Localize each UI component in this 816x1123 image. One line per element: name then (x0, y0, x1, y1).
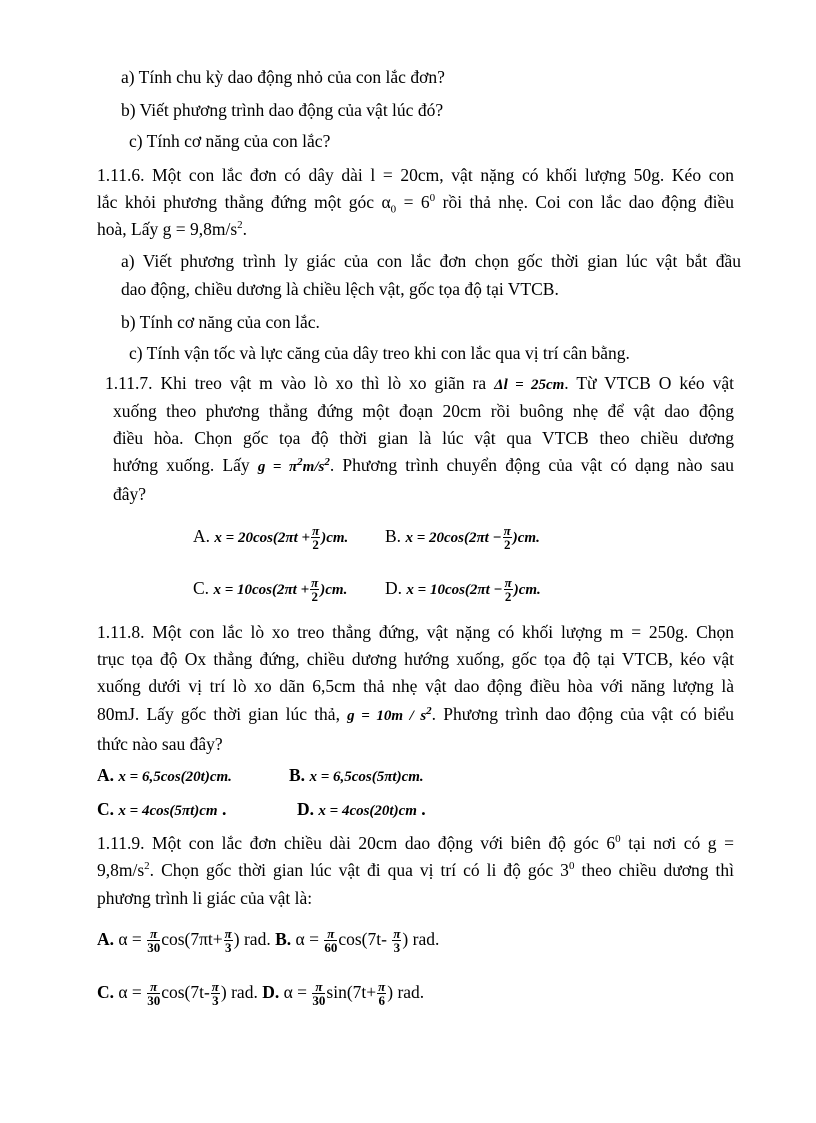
fraction-pi-over-2: $\frac{\pi}{2}$ (311, 574, 319, 604)
question-1-11-5-part-b: b) Viết phương trình dao động của vật lúc đó? (121, 100, 444, 120)
question-1-11-9-line-1: 1.11.9. Một con lắc đơn chiều dài 20cm dao động với biên độ góc $6^0$ tại nơi có g = (97, 833, 734, 853)
question-1-11-9-options-cd: C. α = $\frac{\pi}{30}$ cos(7t- $\frac{\pi}{3}$ ) rad. D. α = $\frac{\pi}{30}$ sin(7t+ $\frac{\pi}{6}$ ) rad. (97, 978, 425, 1008)
fraction-pi-over-2: $\frac{\pi}{2}$ (503, 522, 511, 552)
question-1-11-6-part-b: b) Tính cơ năng của con lắc. (121, 312, 320, 332)
question-1-11-6-part-a-line-1: a) Viết phương trình ly giác của con lắc đơn chọn gốc thời gian lúc vật bắt đầu (121, 251, 741, 271)
fraction-pi-over-2: $\frac{\pi}{2}$ (312, 522, 320, 552)
question-1-11-7-line-1: 1.11.7. Khi treo vật m vào lò xo thì lò xo giãn ra Δl = 25cm. Từ VTCB O kéo vật (105, 373, 734, 393)
gravity-formula: $g = \pi^2m/s^2$ (257, 456, 330, 475)
question-1-11-7-line-5: đây? (113, 484, 147, 504)
question-1-11-9-options-ab: A. α = $\frac{\pi}{30}$ cos(7πt+ $\frac{\pi}{3}$ ) rad. B. α = $\frac{\pi}{60}$ cos(7t- $\frac{\pi}{3}$ ) rad. (97, 925, 440, 955)
question-1-11-8-line-1: 1.11.8. Một con lắc lò xo treo thẳng đứng, vật nặng có khối lượng m = 250g. Chọn (97, 622, 734, 642)
question-1-11-6-line-2: lắc khỏi phương thẳng đứng một góc $\alpha_0 = 6^0$ rồi thả nhẹ. Coi con lắc dao động điều (97, 192, 734, 216)
question-1-11-7-option-d: D. x = 10cos(2πt − $\frac{\pi}{2}$ )cm. (385, 574, 541, 604)
fraction-pi-over-3: $\frac{\pi}{3}$ (224, 925, 232, 955)
question-1-11-6-part-c: c) Tính vận tốc và lực căng của dây treo khi con lắc qua vị trí cân bằng. (129, 343, 630, 363)
fraction-pi-over-60: $\frac{\pi}{60}$ (324, 925, 338, 955)
question-1-11-9-line-2: $9,8m/s^2$. Chọn gốc thời gian lúc vật đi qua vị trí có li độ góc $3^0$ theo chiều dương thì (97, 860, 734, 880)
gravity-formula: $g = 10m / s^2$ (347, 705, 432, 724)
alpha-symbol: α (381, 192, 391, 212)
question-1-11-8-option-a: A. x = 6,5cos(20t)cm. (97, 765, 232, 785)
question-1-11-8-line-3: xuống dưới vị trí lò xo dãn 6,5cm thả nhẹ vật dao động điều hòa với năng lượng là (97, 676, 734, 696)
question-1-11-8-line-2: trục tọa độ Ox thẳng đứng, chiều dương hướng xuống, gốc tọa độ tại VTCB, kéo vật (97, 649, 734, 669)
question-1-11-7-line-4: hướng xuống. Lấy $g = \pi^2m/s^2$. Phương trình chuyển động của vật có dạng nào sau (113, 455, 734, 475)
delta-l-formula: Δl = 25cm (494, 377, 565, 393)
question-1-11-8-option-d: D. x = 4cos(20t)cm . (297, 799, 426, 819)
fraction-pi-over-2: $\frac{\pi}{2}$ (504, 574, 512, 604)
question-1-11-8-line-5: thức nào sau đây? (97, 734, 223, 754)
fraction-pi-over-30: $\frac{\pi}{30}$ (312, 978, 326, 1008)
question-1-11-7-option-b: B. x = 20cos(2πt − $\frac{\pi}{2}$ )cm. (385, 522, 540, 552)
fraction-pi-over-30: $\frac{\pi}{30}$ (147, 978, 161, 1008)
question-1-11-7-line-3: điều hòa. Chọn gốc tọa độ thời gian là lúc vật qua VTCB theo chiều dương (113, 428, 734, 448)
question-1-11-7-line-2: xuống theo phương thẳng đứng một đoạn 20cm rồi buông nhẹ để vật dao động (113, 401, 734, 421)
question-1-11-6-line-1: 1.11.6. Một con lắc đơn có dây dài l = 20cm, vật nặng có khối lượng 50g. Kéo con (97, 165, 734, 185)
fraction-pi-over-30: $\frac{\pi}{30}$ (147, 925, 161, 955)
fraction-pi-over-6: $\frac{\pi}{6}$ (378, 978, 386, 1008)
fraction-pi-over-3: $\frac{\pi}{3}$ (211, 978, 219, 1008)
question-1-11-5-part-a: a) Tính chu kỳ dao động nhỏ của con lắc đơn? (121, 67, 445, 87)
question-1-11-6-line-3: hoà, Lấy $g = 9,8m/s^2$. (97, 219, 248, 239)
question-1-11-9-line-3: phương trình li giác của vật là: (97, 888, 313, 908)
question-1-11-8-line-4: 80mJ. Lấy gốc thời gian lúc thả, $g = 10m / s^2$. Phương trình dao động của vật có biểu (97, 704, 734, 724)
question-1-11-5-part-c: c) Tính cơ năng của con lắc? (129, 131, 331, 151)
question-1-11-8-option-c: C. x = 4cos(5πt)cm . (97, 799, 227, 819)
question-1-11-8-option-b: B. x = 6,5cos(5πt)cm. (289, 765, 424, 785)
question-1-11-7-option-c: C. x = 10cos(2πt + $\frac{\pi}{2}$ )cm. (193, 574, 348, 604)
fraction-pi-over-3: $\frac{\pi}{3}$ (393, 925, 401, 955)
question-1-11-6-part-a-line-2: dao động, chiều dương là chiều lệch vật, gốc tọa độ tại VTCB. (121, 279, 559, 299)
question-1-11-7-option-a: A. x = 20cos(2πt + $\frac{\pi}{2}$ )cm. (193, 522, 349, 552)
